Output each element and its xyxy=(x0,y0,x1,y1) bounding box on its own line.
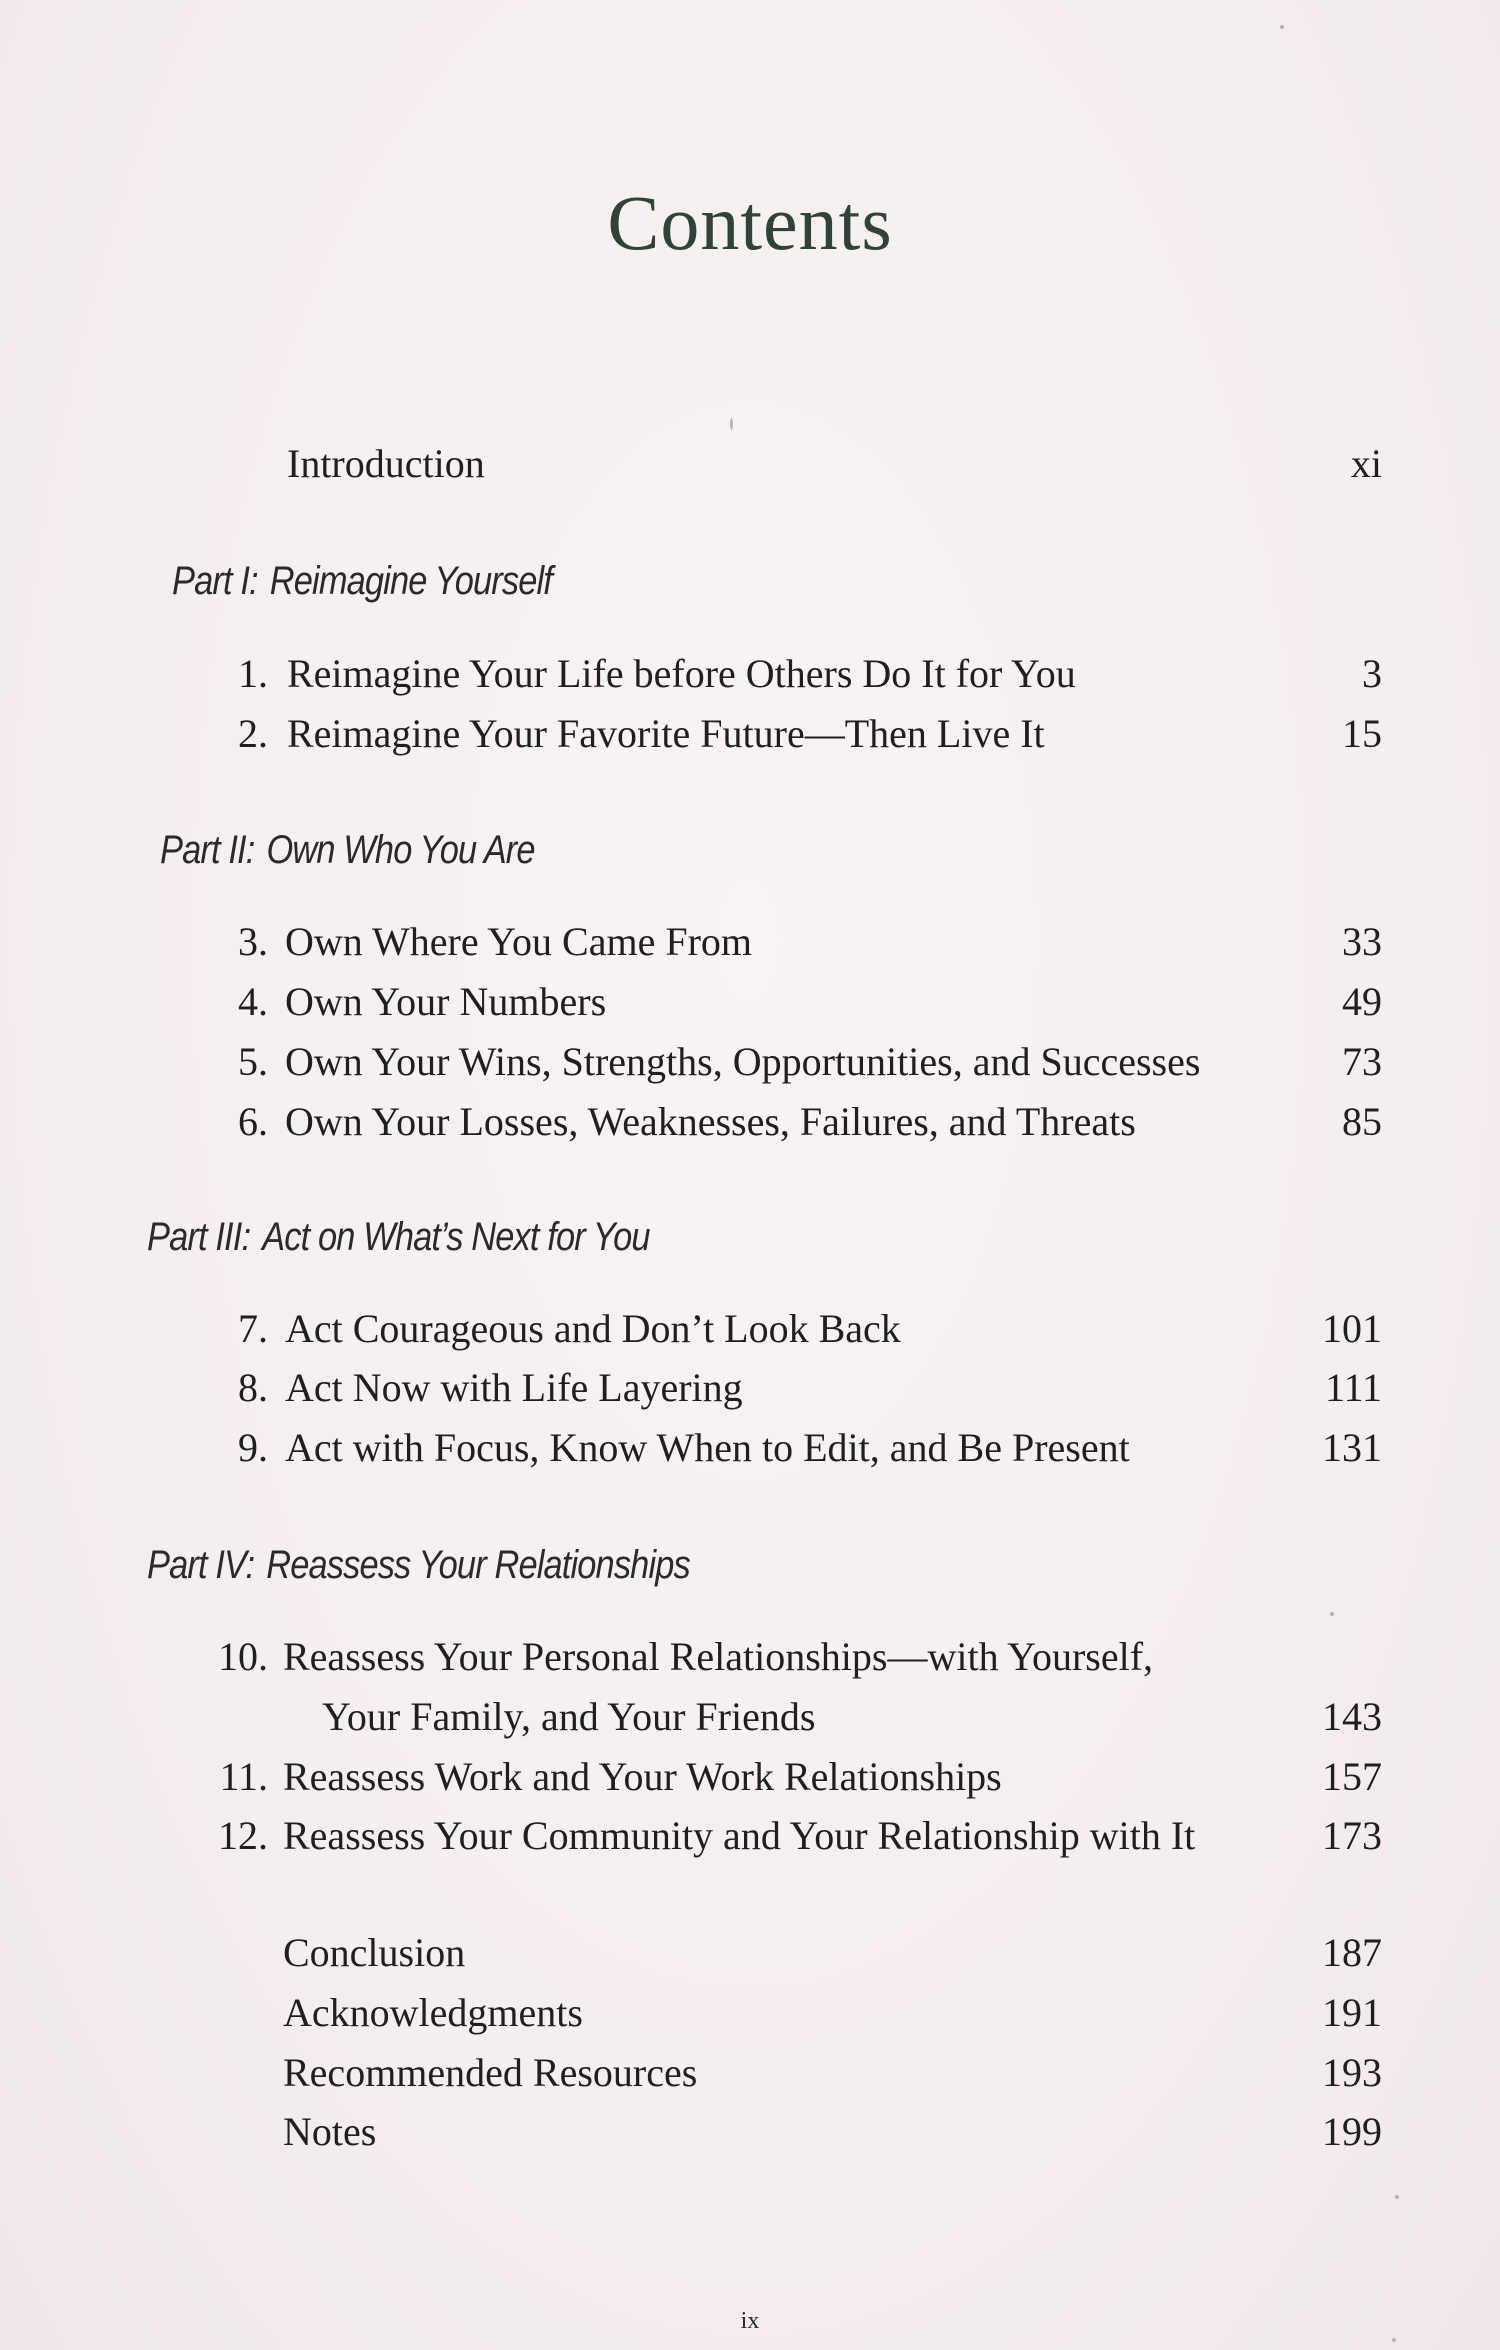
paper-speck xyxy=(1330,1612,1334,1616)
chapter-title: Own Your Numbers xyxy=(285,979,607,1024)
chapter-number: 3. xyxy=(238,919,268,964)
part-name: Reimagine Yourself xyxy=(269,559,552,603)
chapter-title: Own Where You Came From xyxy=(285,919,753,964)
chapter-number: 2. xyxy=(238,711,268,756)
chapter-page: 49 xyxy=(1342,979,1382,1024)
part-name: Act on What’s Next for You xyxy=(262,1215,650,1259)
toc-back-matter-item: Recommended Resources xyxy=(283,2050,698,2095)
toc-back-matter-item: Notes xyxy=(283,2109,377,2154)
part-label: Part III: xyxy=(147,1215,251,1259)
chapter-title: Reassess Your Community and Your Relationship with It xyxy=(283,1813,1196,1858)
chapter-page: 85 xyxy=(1342,1099,1382,1144)
chapter-title: Act Courageous and Don’t Look Back xyxy=(285,1306,901,1351)
part-heading-2 xyxy=(160,826,535,874)
toc-back-matter-page: 199 xyxy=(1322,2109,1382,2154)
chapter-number: 9. xyxy=(238,1425,268,1470)
chapter-number: 4. xyxy=(238,979,268,1024)
toc-back-matter-item: Conclusion xyxy=(283,1930,466,1975)
chapter-number: 8. xyxy=(238,1365,268,1410)
part-label: Part IV: xyxy=(147,1543,255,1587)
toc-back-matter-page: 191 xyxy=(1322,1990,1382,2035)
chapter-number: 5. xyxy=(238,1039,268,1084)
part-name: Own Who You Are xyxy=(266,828,535,872)
chapter-page: 101 xyxy=(1322,1306,1382,1351)
part-label: Part I: xyxy=(172,559,258,603)
chapter-title: Own Your Losses, Weaknesses, Failures, and Threats xyxy=(285,1099,1136,1144)
toc-back-matter-page: 187 xyxy=(1322,1930,1382,1975)
chapter-number: 7. xyxy=(238,1306,268,1351)
chapter-title: Act Now with Life Layering xyxy=(285,1365,743,1410)
paper-speck xyxy=(1280,25,1284,29)
chapter-title: Act with Focus, Know When to Edit, and Be Present xyxy=(285,1425,1130,1470)
chapter-page: 3 xyxy=(1362,651,1382,696)
chapter-title: Own Your Wins, Strengths, Opportunities, and Successes xyxy=(285,1039,1201,1084)
chapter-page: 173 xyxy=(1322,1813,1382,1858)
toc-back-matter-item: Acknowledgments xyxy=(283,1990,583,2035)
chapter-title: Reassess Work and Your Work Relationships xyxy=(283,1754,1002,1799)
part-heading-4 xyxy=(147,1541,690,1589)
chapter-title: Reimagine Your Life before Others Do It for You xyxy=(287,651,1076,696)
chapter-page: 157 xyxy=(1322,1754,1382,1799)
toc-introduction: Introduction xyxy=(287,441,485,486)
part-name: Reassess Your Relationships xyxy=(266,1543,690,1587)
page-title: Contents xyxy=(607,179,893,266)
chapter-number: 10. xyxy=(218,1634,268,1679)
chapter-number: 6. xyxy=(238,1099,268,1144)
paper-speck xyxy=(1395,2195,1399,2199)
chapter-title: Reimagine Your Favorite Future—Then Live It xyxy=(287,711,1045,756)
toc-back-matter-page: 193 xyxy=(1322,2050,1382,2095)
part-label: Part II: xyxy=(160,828,255,872)
toc-introduction-page: xi xyxy=(1350,441,1382,486)
chapter-page: 131 xyxy=(1322,1425,1382,1470)
chapter-page: 143 xyxy=(1322,1694,1382,1739)
part-heading-3 xyxy=(147,1213,650,1261)
chapter-page: 15 xyxy=(1342,711,1382,756)
chapter-page: 111 xyxy=(1324,1365,1382,1410)
chapter-page: 73 xyxy=(1342,1039,1382,1084)
part-heading-1 xyxy=(172,557,552,605)
chapter-page: 33 xyxy=(1342,919,1382,964)
paper-speck xyxy=(730,418,733,430)
chapter-number: 1. xyxy=(238,651,268,696)
chapter-number: 11. xyxy=(219,1754,268,1799)
chapter-title-continued: Your Family, and Your Friends xyxy=(322,1694,816,1739)
paper-speck xyxy=(1392,2338,1396,2342)
chapter-title: Reassess Your Personal Relationships—with Yourself, xyxy=(283,1634,1154,1679)
chapter-number: 12. xyxy=(218,1813,268,1858)
page-folio: ix xyxy=(740,2308,760,2334)
